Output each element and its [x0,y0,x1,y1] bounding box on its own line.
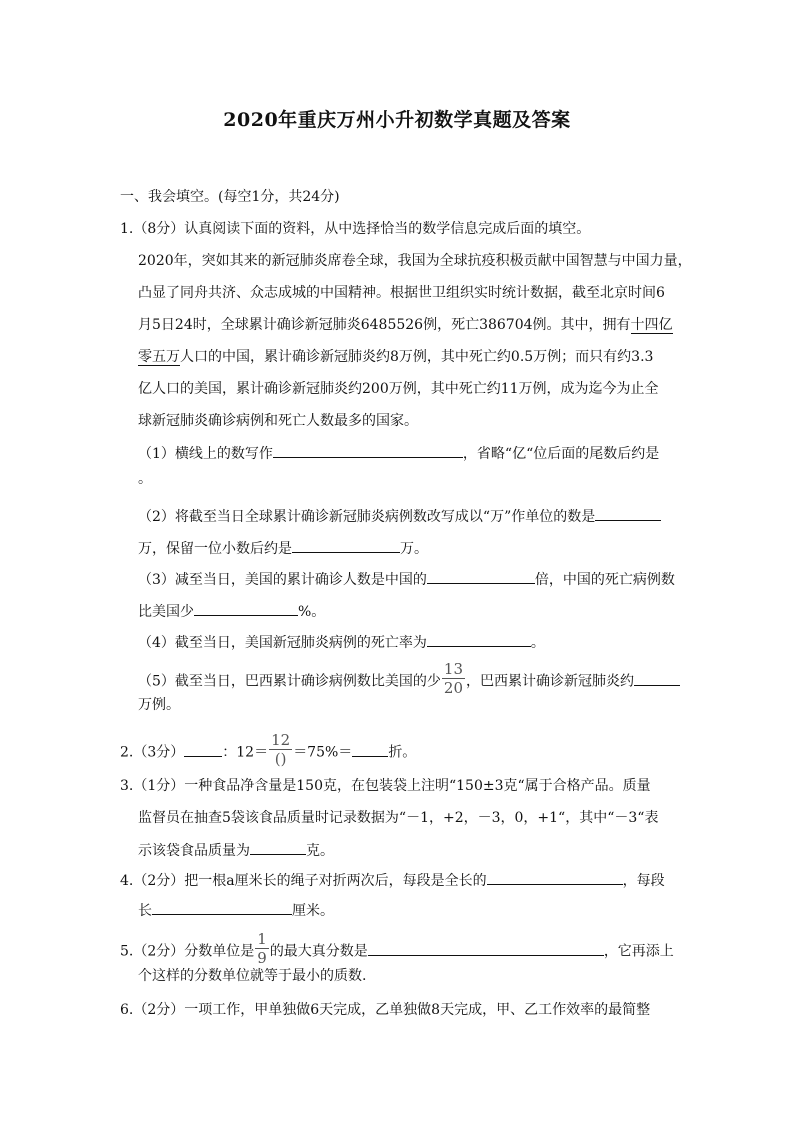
q1-sub5-cont: 万例。 [138,697,180,713]
q4-text: ，每段 [622,873,665,889]
q2-text: 2.（3分） [120,744,185,761]
q5-line [120,930,674,969]
section-heading: 一、我会填空。(每空1分，共24分) [120,189,340,205]
answer-blank[interactable] [194,601,298,616]
q4-line [120,870,665,891]
q1-sub4-text: （4）截至当日，美国新冠肺炎病例的死亡率为 [138,635,427,651]
page-title: 2020年重庆万州小升初数学真题及答案 [223,109,571,131]
q5-text: 的最大真分数是 [269,943,368,960]
q1-paragraph-text: 人口的中国，累计确诊新冠肺炎约8万例，其中死亡约0.5万例；而只有约3.3 [180,349,654,365]
q5-line: 个这样的分数单位就等于最小的质数. [138,968,367,984]
q1-sub4-text: 。 [530,635,545,651]
q1-sub3-text: 倍，中国的死亡病例数 [534,572,675,588]
q3-line: 监督员在抽查5袋该食品质量时记录数据为“－1，+2，－3，0，+1“，其中“－3“表 [138,810,659,826]
q1-sub1-text: （1）横线上的数写作 [138,446,273,462]
fraction [442,661,465,696]
underlined-number: 零五万 [138,349,180,365]
q1-heading: 1.（8分）认真阅读下面的资料，从中选择恰当的数学信息完成后面的填空。 [120,221,591,237]
answer-blank[interactable] [368,941,604,956]
q1-sub3-cont [138,601,325,622]
q1-paragraph-line [138,315,673,335]
fraction-numerator: 13 [443,660,463,678]
answer-blank[interactable] [250,840,306,855]
q1-sub2-text: （2）将截至当日全球累计确诊新冠肺炎病例数改写成以“万”作单位的数是 [138,509,596,525]
q4-text: 4.（2分）把一根a厘米长的绳子对折两次后，每段是全长的 [120,873,487,889]
fraction [255,931,269,966]
q3-text: 克。 [306,843,334,859]
q5-text: 5.（2分）分数单位是 [120,943,255,960]
answer-blank[interactable] [184,742,222,757]
q1-sub3 [138,569,675,590]
fraction [269,732,292,767]
q4-line [138,900,334,921]
q2-text: ：12＝ [222,744,269,761]
fraction-denominator: () [274,750,287,768]
q1-sub3-text: （3）减至当日，美国的累计确诊人数是中国的 [138,572,427,588]
q2 [120,731,417,770]
answer-blank[interactable] [292,538,400,553]
q6-line: 6.（2分）一项工作，甲单独做6天完成，乙单独做8天完成，甲、乙工作效率的最简整 [120,1002,651,1018]
q1-sub1-text: ，省略“亿“位后面的尾数后约是 [462,446,660,462]
q1-paragraph-line: 亿人口的美国，累计确诊新冠肺炎约200万例，其中死亡约11万例，成为迄今为止全 [138,381,659,397]
fraction-denominator: 9 [257,949,267,967]
q2-text: ＝75%＝ [293,744,353,761]
q1-sub1 [138,443,659,464]
q4-text: 长 [138,903,152,919]
answer-blank[interactable] [487,870,623,885]
q1-sub2-text: 万。 [400,541,428,557]
q1-sub2 [138,506,661,527]
answer-blank[interactable] [595,506,661,521]
answer-blank[interactable] [273,443,463,458]
fraction-numerator: 12 [271,731,291,749]
answer-blank[interactable] [427,569,535,584]
q1-paragraph-line: 2020年，突如其来的新冠肺炎席卷全球，我国为全球抗疫积极贡献中国智慧与中国力量， [138,253,692,269]
q1-sub5-text: ，巴西累计确诊新冠肺炎约 [466,673,634,690]
answer-blank[interactable] [427,632,531,647]
q4-text: 厘米。 [292,903,334,919]
q1-sub5 [138,660,680,699]
fraction-numerator: 1 [257,930,267,948]
q1-sub5-text: （5）截至当日，巴西累计确诊病例数比美国的少 [138,673,441,690]
q1-sub3-text: %。 [298,604,326,620]
q1-sub2-cont [138,538,428,559]
q3-line: 3.（1分）一种食品净含量是150克，在包装袋上注明“150±3克“属于合格产品。质量 [120,778,651,794]
q1-sub1-end: 。 [138,471,152,487]
q3-line [138,840,334,861]
q3-text: 示该袋食品质量为 [138,843,250,859]
underlined-number: 十四亿 [630,317,673,333]
answer-blank[interactable] [634,671,680,686]
q1-sub3-text: 比美国少 [138,604,194,620]
answer-blank[interactable] [352,742,388,757]
q1-paragraph-line: 凸显了同舟共济、众志成城的中国精神。根据世卫组织实时统计数据，截至北京时间6 [138,285,665,301]
q5-text: ，它再添上 [603,943,674,960]
q1-paragraph-line [138,347,653,367]
q2-text: 折。 [388,744,417,761]
answer-blank[interactable] [152,900,292,915]
q1-sub4 [138,632,545,653]
q1-sub2-text: 万，保留一位小数后约是 [138,541,292,557]
q1-paragraph-text: 月5日24时，全球累计确诊新冠肺炎6485526例，死亡386704例。其中，拥有 [138,317,631,333]
fraction-denominator: 20 [443,679,463,697]
q1-paragraph-line: 球新冠肺炎确诊病例和死亡人数最多的国家。 [138,413,418,429]
